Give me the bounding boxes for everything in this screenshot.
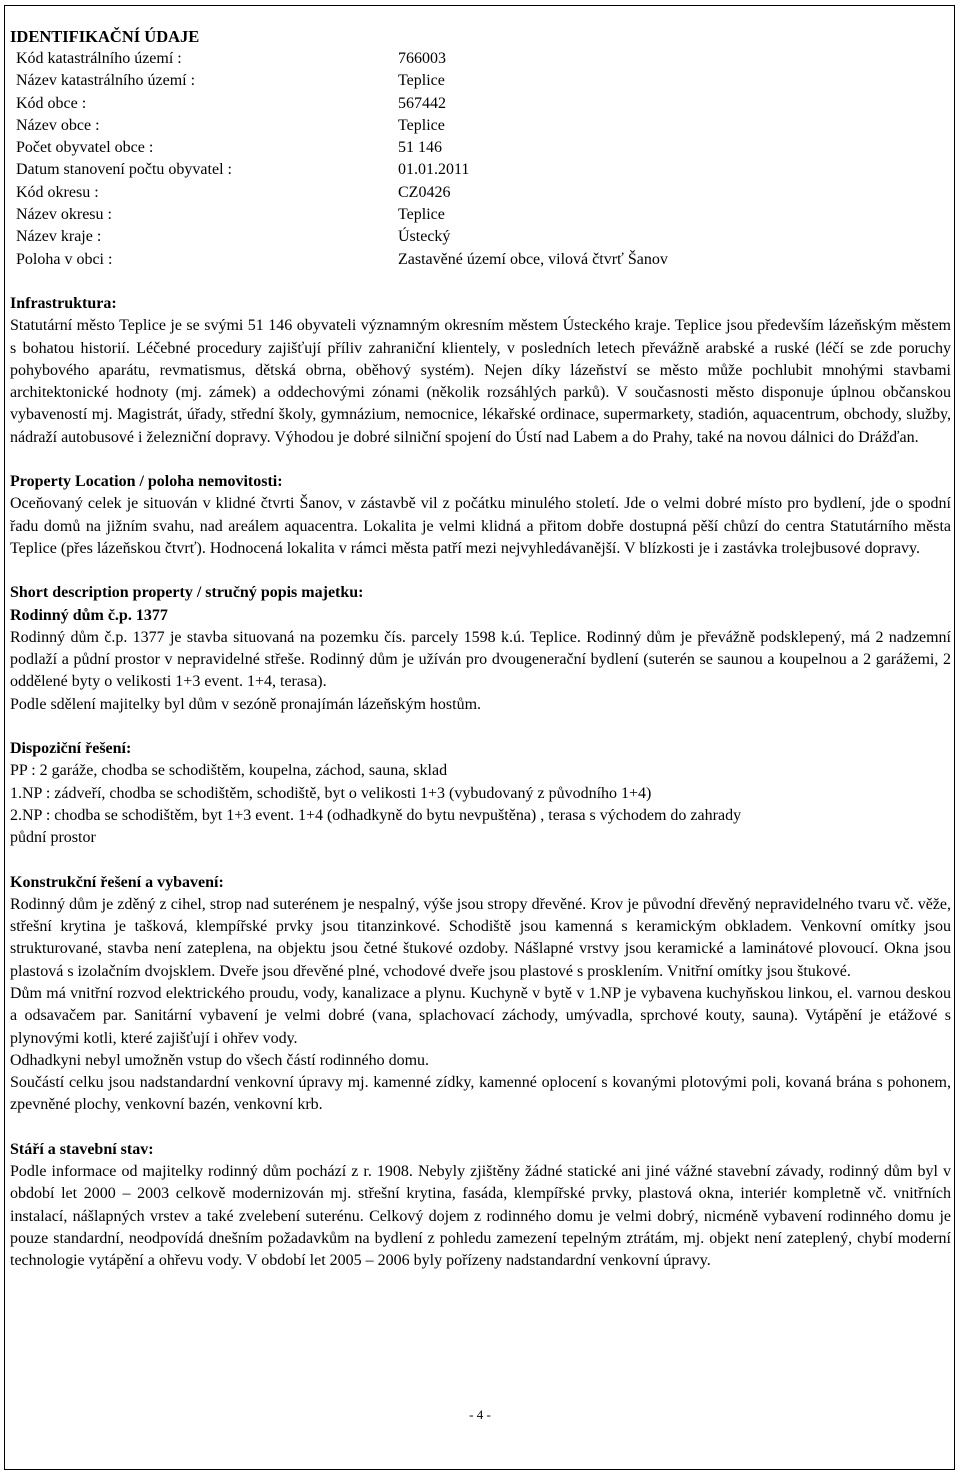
location-text: Oceňovaný celek je situován v klidné čtvrti Šanov, v zástavbě vil z počátku minulého století. Jde o velmi dobré místo pro bydlení, jde o spodní řadu domů na jižním svahu, nad areálem aquacentra. Lokalita je velmi klidná a přitom dobře dostupná pěší chůzí do centra Statutárního města Teplice (přes lázeňskou čtvrť). Hodnocená lokalita v rámci města patří mezi nejvyhledávanější. V blízkosti je i zastávka trolejbusové dopravy. (10, 495, 951, 557)
layout-line: PP : 2 garáže, chodba se schodištěm, koupelna, záchod, sauna, sklad (10, 762, 448, 780)
identification-value: Ústecký (398, 228, 451, 246)
infrastructure-text: Statutární město Teplice je se svými 51 146 obyvateli významným okresním městem Ústeckého kraje. Teplice jsou především lázeňským městem s bohatou historií. Léčebné procedury zajišťují příliv zahraniční klientely, v posledních letech převážně arabské a ruské (léčí se zde poruchy pohybového aparátu, revmatismus, dětská obrna, oběhový systém). Nejen díky lázeňství se město může pochlubit mnohými stavbami architektonické hodnoty (mj. zámek) a oddechovými zónami (několik rozsáhlých parků). V současnosti město disponuje úplnou občanskou vybaveností mj. Magistrát, úřady, střední školy, gymnázium, nemocnice, lékařské ordinace, supermarkety, stadión, aquacentrum, obchody, služby, nádraží autobusové i železniční dopravy. Výhodou je dobré silniční spojení do Ústí nad Labem a do Prahy, také na novou dálnici do Drážďan. (10, 317, 951, 446)
identification-table (16, 48, 668, 271)
layout-line: půdní prostor (10, 829, 96, 847)
identification-value: 01.01.2011 (398, 161, 470, 179)
description-subheading: Rodinný dům č.p. 1377 (10, 606, 168, 624)
location-heading: Property Location / poloha nemovitosti: (10, 473, 283, 491)
identification-row (16, 48, 668, 70)
identification-row (16, 115, 668, 137)
identification-label: Název obce : (16, 116, 100, 134)
identification-value: Teplice (398, 206, 445, 224)
identification-row (16, 70, 668, 92)
layout-line: 2.NP : chodba se schodištěm, byt 1+3 event. 1+4 (odhadkyně do bytu nevpuštěna) , terasa s východem do zahrady (10, 806, 742, 824)
age-condition-section (10, 1139, 951, 1273)
identification-value: Zastavěné území obce, vilová čtvrť Šanov (398, 250, 668, 268)
identification-row (16, 182, 668, 204)
identification-label: Poloha v obci : (16, 250, 113, 268)
description-section (10, 582, 951, 716)
infrastructure-section (10, 293, 951, 449)
identification-label: Kód katastrálního území : (16, 50, 182, 67)
identification-value: Teplice (398, 72, 445, 90)
identification-label: Kód obce : (16, 94, 87, 112)
identification-row (16, 226, 668, 248)
construction-paragraph: Odhadkyni nebyl umožněn vstup do všech částí rodinného domu. (10, 1051, 430, 1069)
construction-paragraph: Dům má vnitřní rozvod elektrického proudu, vody, kanalizace a plynu. Kuchyně v bytě v 1.NP je vybavena kuchyňskou linkou, el. varnou deskou a odsavačem par. Sanitární vybavení je velmi dobré (vana, splachovací záchody, umývadla, sprchové kouty, sauna). Vytápění je etážové s plynovými kotli, které zajišťují i ohřev vody. (10, 984, 951, 1047)
identification-value: 567442 (398, 94, 446, 112)
identification-label: Počet obyvatel obce : (16, 139, 154, 157)
layout-line: 1.NP : zádveří, chodba se schodištěm, schodiště, byt o velikosti 1+3 (vybudovaný z původního 1+4) (10, 784, 652, 802)
description-text: Rodinný dům č.p. 1377 je stavba situovaná na pozemku čís. parcely 1598 k.ú. Teplice. Rodinný dům je převážně podsklepený, má 2 nadzemní podlaží a půdní prostor v nepravidelné střeše. Rodinný dům je užíván pro dvougenerační bydlení (suterén se saunou a koupelnou a 2 garážemi, 2 oddělené byty o velikosti 1+3 event. 1+4, terasa). (10, 628, 951, 691)
identification-title: IDENTIFIKAČNÍ ÚDAJE (10, 27, 200, 46)
layout-section (10, 738, 951, 849)
construction-section (10, 872, 951, 1117)
layout-heading: Dispoziční řešení: (10, 740, 132, 758)
location-section (10, 471, 951, 560)
identification-label: Název okresu : (16, 206, 112, 224)
identification-row (16, 159, 668, 181)
identification-row (16, 204, 668, 226)
construction-paragraph: Rodinný dům je zděný z cihel, strop nad suterénem je nespalný, výše jsou stropy dřevěné. Krov je původní dřevěný nepravidelného tvaru vč. věže, střešní krytina je tašková, klempířské prvky jsou titanzinkové. Schodiště jsou kamenná s keramickým obkladem. Venkovní omítky jsou strukturované, stavba není zateplena, na objektu jsou četné štukové ozdoby. Nášlapné vrstvy jsou keramické a laminátové plovoucí. Okna jsou plastová s izolačním dvojsklem. Dveře jsou dřevěné plné, vchodové dveře jsou plastové s prosklením. Vnitřní omítky jsou štukové. (10, 895, 951, 980)
identification-value: Teplice (398, 116, 445, 134)
identification-row (16, 249, 668, 271)
identification-value: 51 146 (398, 139, 442, 157)
construction-heading: Konstrukční řešení a vybavení: (10, 873, 224, 891)
description-heading: Short description property / stručný popis majetku: (10, 584, 364, 602)
identification-label: Název katastrálního území : (16, 72, 196, 90)
identification-value: CZ0426 (398, 183, 451, 201)
identification-label: Kód okresu : (16, 183, 99, 201)
identification-label: Datum stanovení počtu obyvatel : (16, 161, 232, 179)
identification-row (16, 137, 668, 159)
description-text-2: Podle sdělení majitelky byl dům v sezóně pronajímán lázeňským hostům. (10, 695, 482, 713)
document-content (10, 26, 951, 1273)
identification-value: 766003 (398, 50, 446, 67)
page-number: - 4 - (469, 1407, 491, 1422)
age-condition-heading: Stáří a stavební stav: (10, 1140, 154, 1158)
identification-row (16, 93, 668, 115)
age-condition-text: Podle informace od majitelky rodinný dům pochází z r. 1908. Nebyly zjištěny žádné statické ani jiné vážné stavební závady, rodinný dům byl v období let 2000 – 2003 celkově modernizován mj. střešní krytina, fasáda, klempířské prvky, plastová okna, interiér kompletně vč. vnitřních instalací, nášlapných vrstev a také zvelebení suterénu. Celkový dojem z rodinného domu je velmi dobrý, nicméně vybavení rodinného domu je pouze standardní, neodpovídá dnešním požadavkům na bydlení z pohledu zamezení tepelným ztrátám, mj. objekt není zateplený, chybí moderní technologie vytápění a ohřevu vody. V období let 2005 – 2006 byly pořízeny nadstandardní venkovní úpravy. (10, 1163, 951, 1270)
identification-label: Název kraje : (16, 228, 102, 246)
construction-paragraph: Součástí celku jsou nadstandardní venkovní úpravy mj. kamenné zídky, kamenné oplocení s kovanými plotovými poli, kovaná brána s pohonem, zpevněné plochy, venkovní bazén, venkovní krb. (10, 1074, 951, 1114)
infrastructure-heading: Infrastruktura: (10, 294, 117, 312)
